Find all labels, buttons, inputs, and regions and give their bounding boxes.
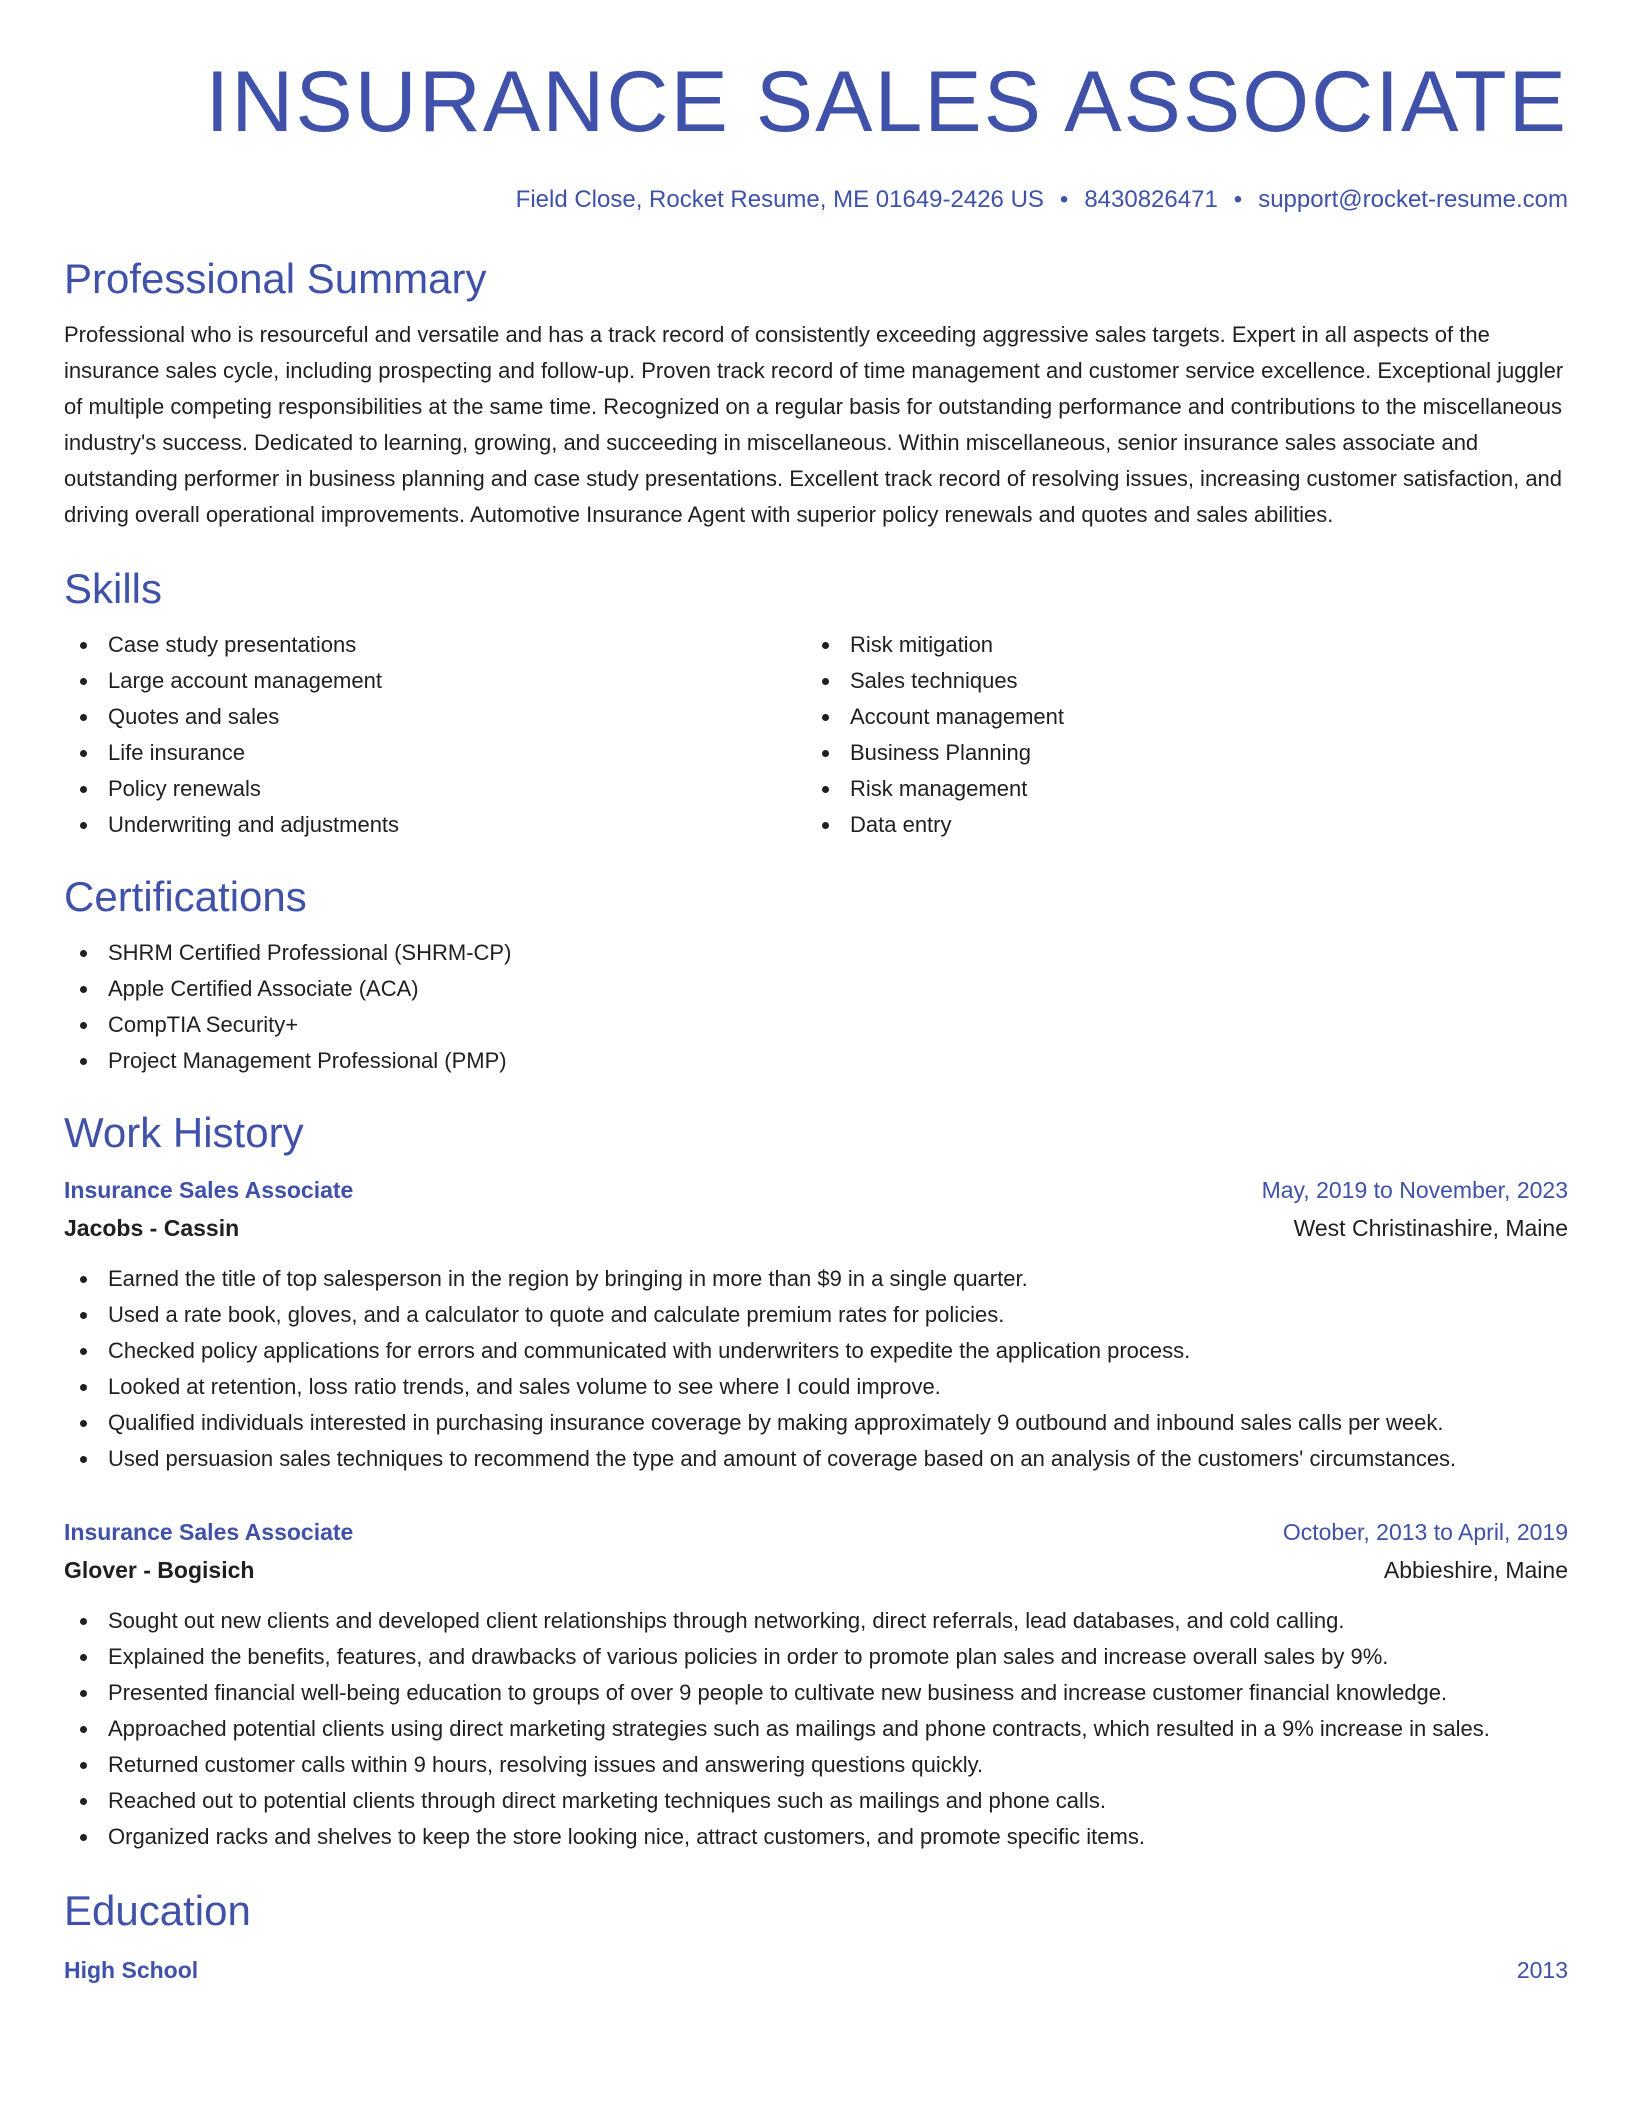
certifications-list (64, 935, 1568, 1079)
job-location: West Christinashire, Maine (1293, 1215, 1568, 1241)
job-header-row (64, 1513, 1568, 1551)
job-title: Insurance Sales Associate (64, 1519, 354, 1545)
job-bullet: Used persuasion sales techniques to recommend the type and amount of coverage based on an analysis of the customers' circumstances. (64, 1441, 1568, 1477)
skill-item: Underwriting and adjustments (64, 807, 806, 843)
job-bullet: Presented financial well-being education to groups of over 9 people to cultivate new business and increase customer financial knowledge. (64, 1675, 1568, 1711)
skill-item: Risk mitigation (806, 627, 1548, 663)
job-header-row (64, 1171, 1568, 1209)
skill-item: Business Planning (806, 735, 1548, 771)
summary-text: Professional who is resourceful and versatile and has a track record of consistently exceeding aggressive sales targets. Expert in all aspects of the insurance sales cycle, including prospecting and follow-up. Proven track record of time management and customer service excellence. Exceptional juggler of multiple competing responsibilities at the same time. Recognized on a regular basis for outstanding performance and contributions to the miscellaneous industry's success. Dedicated to learning, growing, and succeeding in miscellaneous. Within miscellaneous, senior insurance sales associate and outstanding performer in business planning and case study presentations. Excellent track record of resolving issues, increasing customer satisfaction, and driving overall operational improvements. Automotive Insurance Agent with superior policy renewals and quotes and sales abilities. (64, 322, 1564, 527)
education-row (64, 1951, 1568, 1989)
contact-email: support@rocket-resume.com (1258, 186, 1568, 213)
certifications-heading: Certifications (64, 873, 307, 920)
certification-item: Project Management Professional (PMP) (64, 1043, 1568, 1079)
job-bullet: Approached potential clients using direct marketing strategies such as mailings and phone contracts, which resulted in a 9% increase in sales. (64, 1711, 1568, 1747)
job-bullet: Used a rate book, gloves, and a calculator to quote and calculate premium rates for policies. (64, 1297, 1568, 1333)
contact-phone: 8430826471 (1084, 186, 1218, 213)
certification-item: SHRM Certified Professional (SHRM-CP) (64, 935, 1568, 971)
job-dates: October, 2013 to April, 2019 (1282, 1519, 1568, 1545)
job-bullet: Returned customer calls within 9 hours, resolving issues and answering questions quickly. (64, 1747, 1568, 1783)
skill-item: Life insurance (64, 735, 806, 771)
summary-heading: Professional Summary (64, 255, 487, 302)
job-bullets (64, 1603, 1568, 1855)
job-dates: May, 2019 to November, 2023 (1261, 1177, 1568, 1203)
skills-grid (64, 627, 1568, 843)
job-bullet: Organized racks and shelves to keep the store looking nice, attract customers, and promote specific items. (64, 1819, 1568, 1855)
contact-separator: • (1233, 186, 1243, 213)
job-company: Glover - Bogisich (64, 1557, 255, 1583)
certification-item: Apple Certified Associate (ACA) (64, 971, 1568, 1007)
job-bullet: Looked at retention, loss ratio trends, and sales volume to see where I could improve. (64, 1369, 1568, 1405)
job-bullet: Reached out to potential clients through direct marketing techniques such as mailings and phone calls. (64, 1783, 1568, 1819)
skill-item: Sales techniques (806, 663, 1548, 699)
skill-item: Quotes and sales (64, 699, 806, 735)
skill-item: Data entry (806, 807, 1548, 843)
job-entry (64, 1171, 1568, 1477)
education-year: 2013 (1516, 1957, 1568, 1983)
contact-separator: • (1059, 186, 1069, 213)
job-title: Insurance Sales Associate (64, 1177, 354, 1203)
job-location: Abbieshire, Maine (1383, 1557, 1568, 1583)
job-company-row (64, 1551, 1568, 1589)
job-bullets (64, 1261, 1568, 1477)
job-company: Jacobs - Cassin (64, 1215, 240, 1241)
contact-address: Field Close, Rocket Resume, ME 01649-2426 US (515, 186, 1044, 213)
contact-line (64, 185, 1568, 215)
certification-item: CompTIA Security+ (64, 1007, 1568, 1043)
skills-heading: Skills (64, 565, 163, 612)
skill-item: Account management (806, 699, 1548, 735)
skill-item: Risk management (806, 771, 1548, 807)
job-company-row (64, 1209, 1568, 1247)
resume-page (64, 50, 1568, 1989)
education-heading: Education (64, 1887, 251, 1934)
job-bullet: Sought out new clients and developed client relationships through networking, direct referrals, lead databases, and cold calling. (64, 1603, 1568, 1639)
skills-column-left (64, 627, 806, 843)
resume-title: INSURANCE SALES ASSOCIATE (205, 54, 1568, 150)
skill-item: Large account management (64, 663, 806, 699)
job-bullet: Qualified individuals interested in purchasing insurance coverage by making approximately 9 outbound and inbound sales calls per week. (64, 1405, 1568, 1441)
job-bullet: Earned the title of top salesperson in the region by bringing in more than $9 in a single quarter. (64, 1261, 1568, 1297)
job-bullet: Checked policy applications for errors and communicated with underwriters to expedite the application process. (64, 1333, 1568, 1369)
skill-item: Policy renewals (64, 771, 806, 807)
skill-item: Case study presentations (64, 627, 806, 663)
skills-column-right (806, 627, 1548, 843)
education-degree: High School (64, 1957, 199, 1983)
job-entry (64, 1513, 1568, 1855)
job-bullet: Explained the benefits, features, and drawbacks of various policies in order to promote plan sales and increase overall sales by 9%. (64, 1639, 1568, 1675)
work-history-heading: Work History (64, 1109, 304, 1156)
